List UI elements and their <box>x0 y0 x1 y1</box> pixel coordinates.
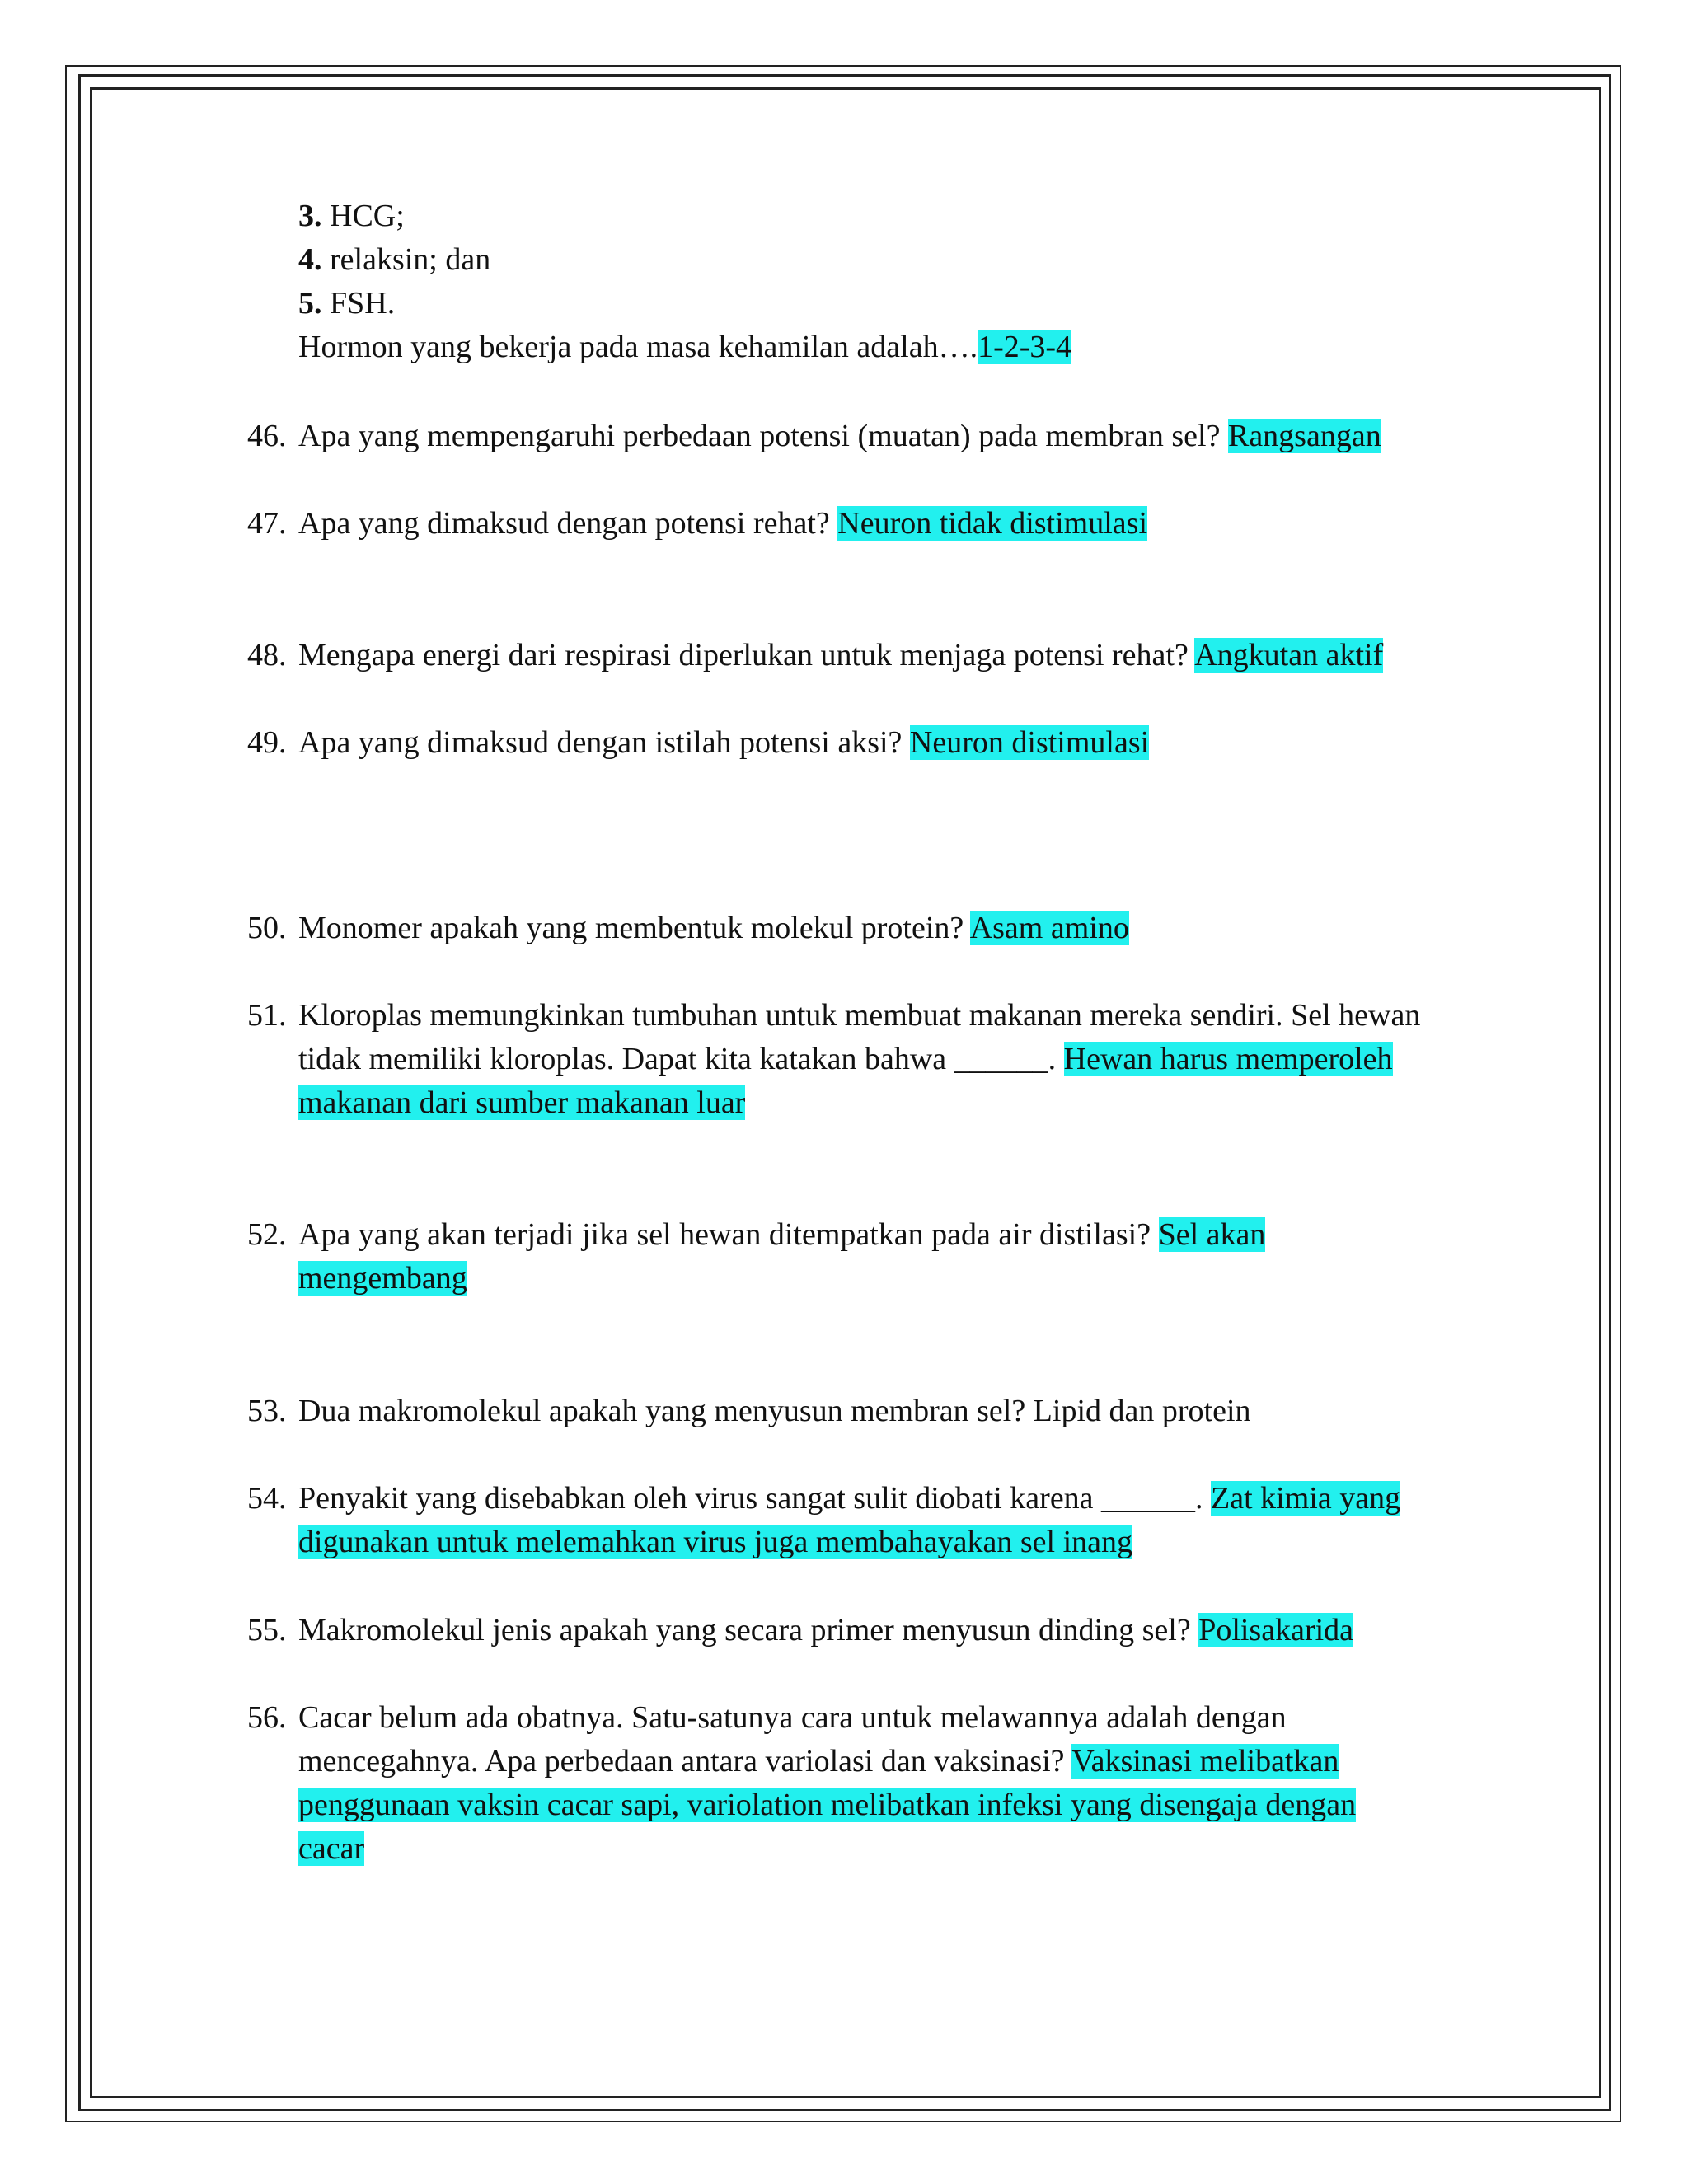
option-5: 5. FSH. <box>298 286 396 321</box>
answer-47: Neuron tidak distimulasi <box>837 506 1147 541</box>
answer-54-part-2: digunakan untuk melemahkan virus juga membahayakan sel inang <box>298 1525 1132 1559</box>
answer-56-part-2: penggunaan vaksin cacar sapi, variolation melibatkan infeksi yang disengaja dengan <box>298 1788 1357 1822</box>
question-51-line-1: Kloroplas memungkinkan tumbuhan untuk membuat makanan mereka sendiri. Sel hewan <box>298 998 1421 1033</box>
question-number-47: 47. <box>247 506 287 541</box>
question-55: Makromolekul jenis apakah yang secara primer menyusun dinding sel? Polisakarida <box>298 1613 1354 1647</box>
question-number-55: 55. <box>247 1613 287 1647</box>
option-3: 3. HCG; <box>298 199 405 233</box>
question-56-line-1: Cacar belum ada obatnya. Satu-satunya cara untuk melawannya adalah dengan <box>298 1700 1287 1735</box>
question-52: Apa yang akan terjadi jika sel hewan ditempatkan pada air distilasi? Sel akan <box>298 1217 1266 1252</box>
question-50: Monomer apakah yang membentuk molekul protein? Asam amino <box>298 911 1129 945</box>
question-46: Apa yang mempengaruhi perbedaan potensi (muatan) pada membran sel? Rangsangan <box>298 419 1381 453</box>
question-number-48: 48. <box>247 638 287 673</box>
question-51-line-2: tidak memiliki kloroplas. Dapat kita katakan bahwa ______. Hewan harus memperoleh <box>298 1042 1393 1076</box>
question-number-53: 53. <box>247 1394 287 1428</box>
question-48: Mengapa energi dari respirasi diperlukan untuk menjaga potensi rehat? Angkutan aktif <box>298 638 1384 673</box>
answer-49: Neuron distimulasi <box>909 725 1150 760</box>
answer-51-part-1: Hewan harus memperoleh <box>1063 1042 1393 1076</box>
option-4: 4. relaksin; dan <box>298 242 491 277</box>
answer-50: Asam amino <box>969 911 1129 945</box>
question-number-46: 46. <box>247 419 287 453</box>
question-49: Apa yang dimaksud dengan istilah potensi aksi? Neuron distimulasi <box>298 725 1150 760</box>
answer-45: 1-2-3-4 <box>978 330 1072 364</box>
answer-48: Angkutan aktif <box>1194 638 1384 673</box>
answer-54-part-1: Zat kimia yang <box>1211 1481 1401 1516</box>
question-number-50: 50. <box>247 911 287 945</box>
question-47: Apa yang dimaksud dengan potensi rehat? Neuron tidak distimulasi <box>298 506 1147 541</box>
question-56-line-2: mencegahnya. Apa perbedaan antara variolasi dan vaksinasi? Vaksinasi melibatkan <box>298 1744 1339 1779</box>
answer-51-part-2: makanan dari sumber makanan luar <box>298 1085 746 1120</box>
question-45-stem: Hormon yang bekerja pada masa kehamilan adalah….1-2-3-4 <box>298 330 1072 364</box>
answer-52-part-1: Sel akan <box>1158 1217 1266 1252</box>
answer-52-part-2: mengembang <box>298 1261 467 1296</box>
answer-55: Polisakarida <box>1198 1613 1354 1647</box>
question-54: Penyakit yang disebabkan oleh virus sangat sulit diobati karena ______. Zat kimia yang <box>298 1481 1401 1516</box>
answer-56-part-3: cacar <box>298 1831 365 1866</box>
answer-46: Rangsangan <box>1227 419 1381 453</box>
question-53: Dua makromolekul apakah yang menyusun membran sel? Lipid dan protein <box>298 1394 1251 1428</box>
question-number-49: 49. <box>247 725 287 760</box>
question-number-51: 51. <box>247 998 287 1033</box>
question-number-56: 56. <box>247 1700 287 1735</box>
question-number-54: 54. <box>247 1481 287 1516</box>
question-number-52: 52. <box>247 1217 287 1252</box>
answer-56-part-1: Vaksinasi melibatkan <box>1071 1744 1339 1779</box>
